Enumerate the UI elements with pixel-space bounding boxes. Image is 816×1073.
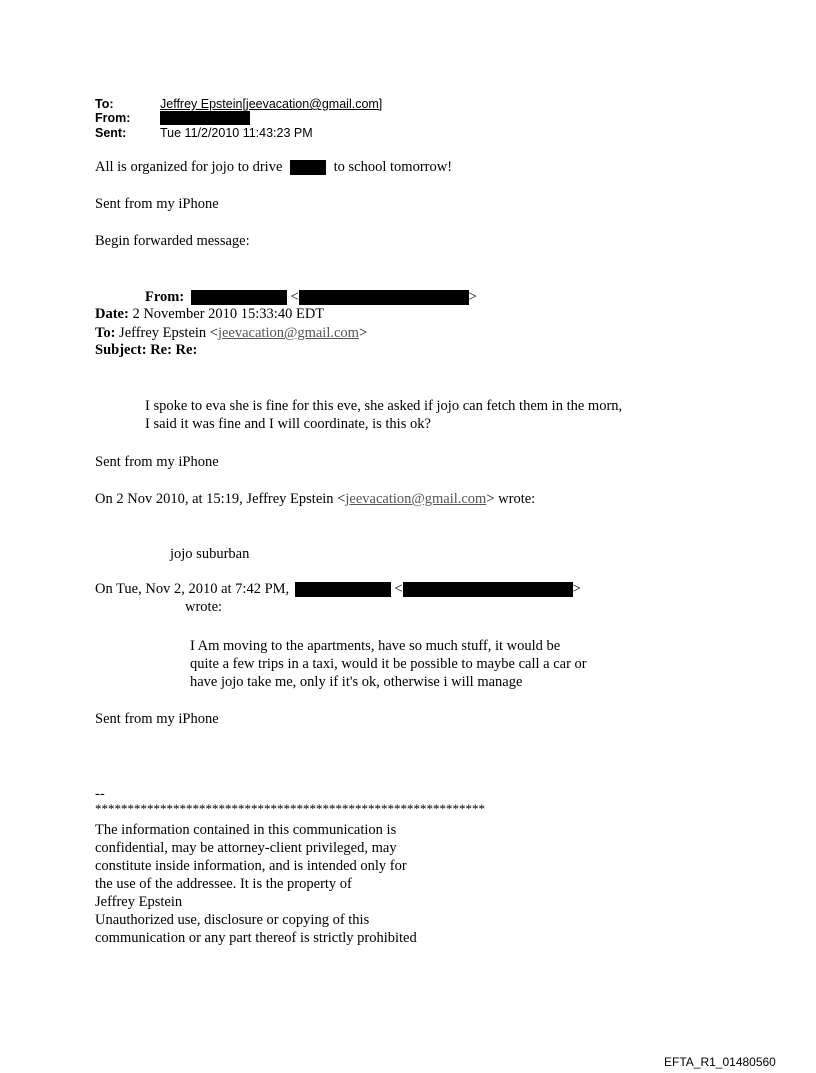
redaction-block [295,582,391,597]
signature-stars: ************************************************************ [95,801,485,816]
redaction-block [191,290,287,305]
on-tue-prefix: On Tue, Nov 2, 2010 at 7:42 PM, [95,581,290,597]
header-from-row [95,111,130,125]
header-to-label: To: [95,97,114,111]
msg-line-1: I Am moving to the apartments, have so much stuff, it would be [190,638,561,654]
header-to-row [95,97,114,111]
fwd-subject-label: Subject: [95,342,147,358]
sent-from-iphone-3: Sent from my iPhone [95,711,219,727]
on-nov-2-row [95,491,535,508]
on-tue-gt: > [572,581,581,597]
fwd-to-email-link[interactable]: jeevacation@gmail.com [217,325,359,341]
body-line-part-a: All is organized for jojo to drive [95,159,283,175]
header-from-label: From: [95,111,131,125]
disclaimer-line-5: Jeffrey Epstein [95,894,183,910]
msg-line-3: have jojo take me, only if it's ok, otherwise i will manage [190,674,523,690]
fwd-from-gt: > [468,289,477,305]
signature-dashes: -- [95,786,105,802]
reply-line-1: I spoke to eva she is fine for this eve, she asked if jojo can fetch them in the morn, [145,398,623,414]
disclaimer-line-3: constitute inside information, and is intended only for [95,858,407,874]
redaction-block [160,111,250,125]
header-to-value[interactable]: Jeffrey Epstein[jeevacation@gmail.com] [160,97,383,111]
disclaimer-line-6: Unauthorized use, disclosure or copying of this [95,912,370,928]
body-line-part-b: to school tomorrow! [333,159,453,175]
fwd-date-row [95,306,324,323]
redaction-block [299,290,469,305]
sent-from-iphone-2: Sent from my iPhone [95,454,219,470]
fwd-to-row [95,325,367,342]
on-tue-lt: < [394,581,403,597]
header-sent-row [95,126,126,140]
fwd-subject-row [95,342,197,359]
fwd-to-close: > [358,325,368,341]
disclaimer-line-1: The information contained in this communication is [95,822,397,838]
on-tue-wrote: wrote: [185,599,223,615]
header-sent-label: Sent: [95,126,127,140]
fwd-from-label: From: [145,289,185,305]
reply-line-2: I said it was fine and I will coordinate, is this ok? [145,416,431,432]
redaction-block [290,160,326,175]
redaction-block [403,582,573,597]
on-nov-2-email-link[interactable]: jeevacation@gmail.com [345,491,487,507]
disclaimer-line-2: confidential, may be attorney-client privileged, may [95,840,397,856]
body-line-organized [95,159,452,176]
header-sent-value: Tue 11/2/2010 11:43:23 PM [160,126,313,140]
fwd-to-label: To: [95,325,116,341]
sent-from-iphone-1: Sent from my iPhone [95,196,219,212]
fwd-subject-value: Re: Re: [150,342,198,358]
msg-line-2: quite a few trips in a taxi, would it be possible to maybe call a car or [190,656,587,672]
fwd-to-name: Jeffrey Epstein < [119,325,218,341]
jojo-suburban: jojo suburban [170,546,250,562]
disclaimer-line-7: communication or any part thereof is strictly prohibited [95,930,417,946]
disclaimer-line-4: the use of the addressee. It is the property of [95,876,352,892]
document-id: EFTA_R1_01480560 [664,1055,776,1069]
on-tue-row [95,581,581,598]
fwd-from-lt: < [290,289,299,305]
fwd-date-value: 2 November 2010 15:33:40 EDT [132,306,325,322]
on-nov-2-suffix: > wrote: [486,491,536,507]
fwd-date-label: Date: [95,306,129,322]
on-nov-2-prefix: On 2 Nov 2010, at 15:19, Jeffrey Epstein < [95,491,346,507]
begin-forwarded-message: Begin forwarded message: [95,233,250,249]
fwd-from-row [145,289,477,306]
